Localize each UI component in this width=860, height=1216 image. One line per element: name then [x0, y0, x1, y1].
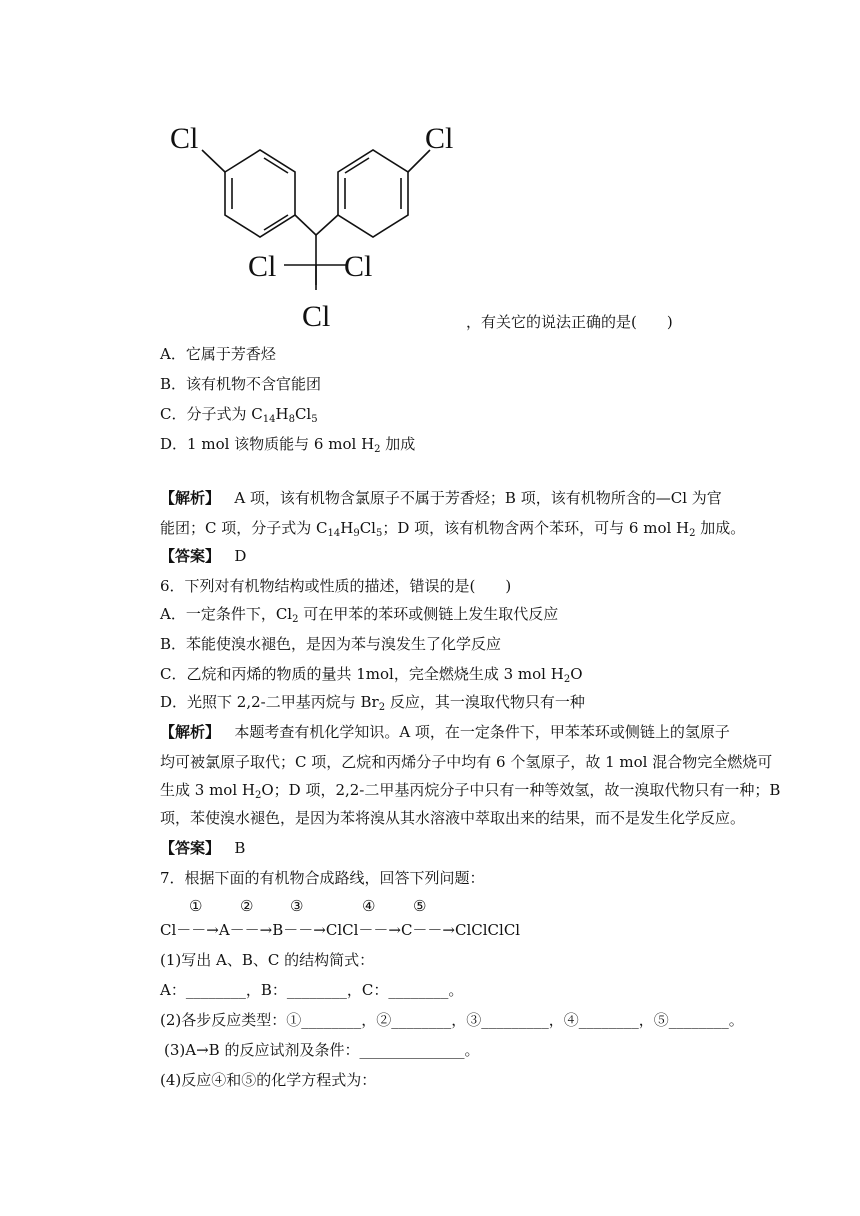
subscript: 14 — [262, 414, 276, 425]
q6-option-c — [160, 664, 583, 684]
option-text: C．乙烷和丙烯的物质的量共 1mol，完全燃烧生成 3 mol H — [160, 665, 564, 683]
analysis-text: 项，苯使溴水褪色，是因为苯将溴从其水溶液中萃取出来的结果，而不是发生化学反应。 — [160, 809, 746, 827]
subscript: 2 — [378, 702, 386, 713]
q7-part3 — [164, 1040, 479, 1060]
step-number-2: ② — [240, 897, 254, 915]
option-text: 分子式为 C — [186, 405, 263, 423]
analysis-text: H — [340, 519, 354, 537]
analysis-text: 加成。 — [695, 519, 746, 537]
q6-analysis-line1 — [160, 722, 730, 742]
analysis-text: 均可被氯原子取代；C 项，乙烷和丙烯分子中均有 6 个氢原子，故 1 mol 混合物完全燃烧可 — [160, 753, 773, 771]
atom-cl-mid-left: Cl — [248, 250, 277, 283]
question-part: (1)写出 A、B、C 的结构简式： — [160, 951, 375, 969]
analysis-text: ；D 项，该有机物含两个苯环，可与 6 mol H — [382, 519, 690, 537]
analysis-tag: 【解析】 — [160, 489, 221, 507]
atom-cl-mid-right: Cl — [344, 250, 373, 283]
subscript: 2 — [254, 790, 262, 801]
atom-cl-bottom: Cl — [302, 300, 331, 333]
question-part: (3)A→B 的反应试剂及条件：______________。 — [164, 1041, 480, 1059]
subscript: 5 — [311, 414, 318, 425]
q7-part2 — [160, 1010, 744, 1030]
option-text: 该有机物不含官能团 — [186, 375, 322, 393]
subscript: 9 — [353, 528, 360, 539]
option-label: B． — [160, 375, 187, 393]
q5-answer — [160, 546, 246, 566]
q7-part4 — [160, 1070, 376, 1090]
step-number-5: ⑤ — [413, 897, 427, 915]
analysis-text: 生成 3 mol H — [160, 781, 255, 799]
option-label: C． — [160, 405, 187, 423]
question-stem: 6．下列对有机物结构或性质的描述，错误的是( ) — [160, 577, 512, 595]
answer-tag: 【答案】 — [160, 547, 221, 565]
q7-stem — [160, 868, 485, 888]
option-text: B．苯能使溴水褪色，是因为苯与溴发生了化学反应 — [160, 635, 502, 653]
question-part: (2)各步反应类型：①________，②________，③_________，④________，⑤________。 — [160, 1011, 744, 1029]
q5-option-b — [160, 374, 321, 394]
q7-synthesis-chain — [160, 920, 520, 940]
option-label: D． — [160, 435, 188, 453]
option-text: 可在甲苯的苯环或侧链上发生取代反应 — [298, 605, 559, 623]
analysis-text: A 项，该有机物含氯原子不属于芳香烃；B 项，该有机物所含的—Cl 为官 — [234, 489, 722, 507]
subscript: 14 — [327, 528, 341, 539]
answer-value: B — [234, 839, 246, 857]
subscript: 2 — [689, 528, 696, 539]
option-text: H — [275, 405, 289, 423]
question-stem: 7．根据下面的有机物合成路线，回答下列问题： — [160, 869, 485, 887]
atom-cl-top-left: Cl — [170, 122, 199, 155]
analysis-text: 能团；C 项，分子式为 C — [160, 519, 328, 537]
option-text: Cl — [294, 405, 312, 423]
analysis-tag: 【解析】 — [160, 723, 221, 741]
subscript: 8 — [288, 414, 295, 425]
question-part: (4)反应④和⑤的化学方程式为： — [160, 1071, 377, 1089]
q6-stem — [160, 576, 511, 596]
answer-value: D — [234, 547, 247, 565]
q5-option-a — [160, 344, 276, 364]
subscript: 2 — [563, 674, 571, 685]
q5-analysis-line1 — [160, 488, 722, 508]
option-label: A． — [160, 345, 186, 363]
q5-stem — [466, 312, 673, 332]
subscript: 2 — [292, 614, 299, 625]
option-text: 加成 — [380, 435, 416, 453]
option-text: A．一定条件下，Cl — [160, 605, 293, 623]
q6-option-b — [160, 634, 501, 654]
q6-answer — [160, 838, 245, 858]
q6-option-d — [160, 692, 585, 712]
step-number-1: ① — [189, 897, 203, 915]
q5-analysis-line2 — [160, 518, 745, 538]
analysis-text: O；D 项，2,2-二甲基丙烷分子中只有一种等效氢，故一溴取代物只有一种；B — [261, 781, 781, 799]
q6-analysis-line3 — [160, 780, 780, 800]
ddt-structure-diagram — [160, 110, 620, 450]
step-number-3: ③ — [290, 897, 304, 915]
option-text: 它属于芳香烃 — [185, 345, 276, 363]
atom-cl-top-right: Cl — [425, 122, 454, 155]
analysis-text: Cl — [359, 519, 376, 537]
analysis-text: 本题考查有机化学知识。A 项，在一定条件下，甲苯苯环或侧链上的氢原子 — [234, 723, 730, 741]
q5-option-c — [160, 404, 318, 424]
q6-analysis-line4 — [160, 808, 745, 828]
synthesis-route: Cl－－→A－－→B－－→ClCl－－→C－－→ClClClCl — [160, 921, 521, 939]
q7-part1-blanks — [160, 980, 463, 1000]
option-text: O — [570, 665, 583, 683]
q6-analysis-line2 — [160, 752, 772, 772]
q7-part1 — [160, 950, 374, 970]
q5-option-d — [160, 434, 415, 454]
option-text: 1 mol 该物质能与 6 mol H — [187, 435, 375, 453]
answer-tag: 【答案】 — [160, 839, 221, 857]
subscript: 5 — [375, 528, 383, 539]
step-number-4: ④ — [362, 897, 376, 915]
option-text: D．光照下 2,2-二甲基丙烷与 Br — [160, 693, 379, 711]
answer-blanks: A：________，B：________，C：________。 — [160, 981, 464, 999]
subscript: 2 — [374, 444, 381, 455]
q5-stem-text: ，有关它的说法正确的是( ) — [466, 313, 673, 331]
option-text: 反应，其一溴取代物只有一种 — [385, 693, 585, 711]
q6-option-a — [160, 604, 558, 624]
